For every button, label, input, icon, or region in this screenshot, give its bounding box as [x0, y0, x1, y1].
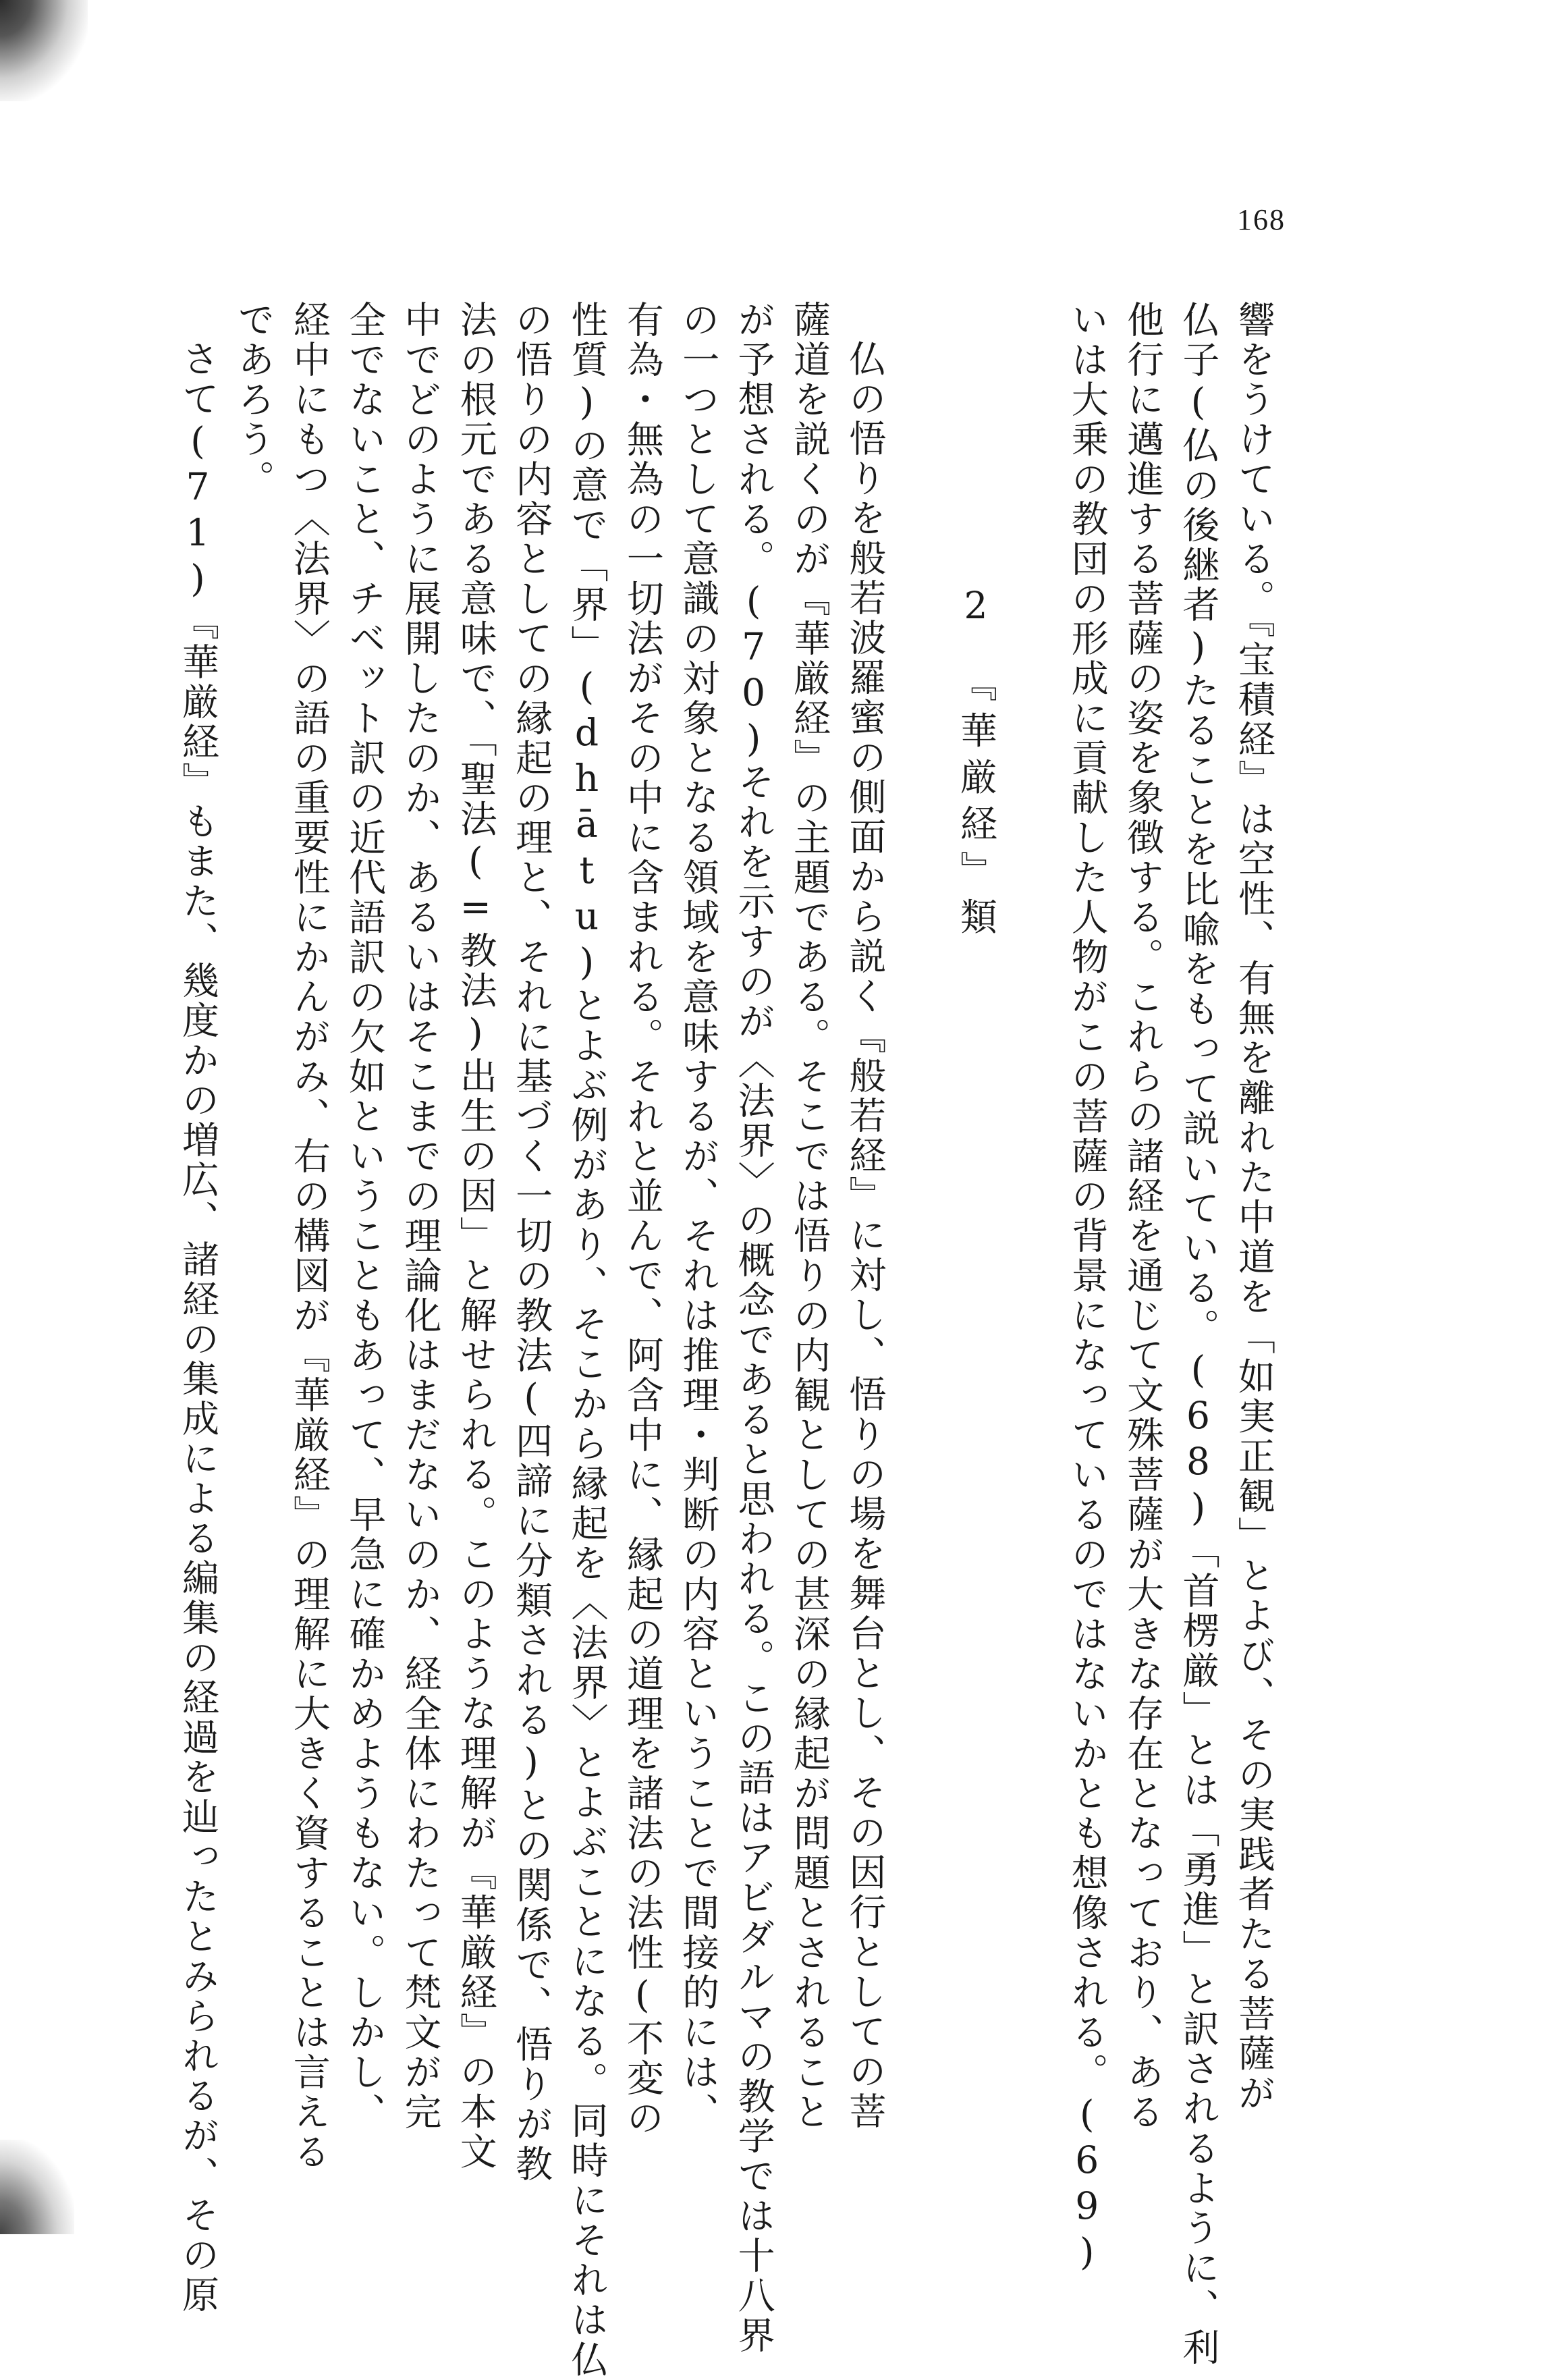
scan-shadow-top-left — [0, 0, 88, 101]
scan-shadow-bottom-left — [0, 2140, 74, 2234]
text-line: であろう。 — [231, 300, 275, 499]
text-line: 全でないこと、チベット訳の近代語訳の欠如ということもあって、早急に確かめようもない。しかし、 — [343, 300, 387, 2132]
text-line: 中でどのように展開したのか、あるいはそこまでの理論化はまだないのか、経全体にわたって梵文が完 — [398, 300, 442, 2132]
text-line: 響をうけている。『宝積経』は空性、有無を離れた中道を「如実正観」とよび、その実践者たる菩薩が — [1232, 300, 1275, 2114]
spacer — [1012, 300, 1049, 2082]
text-line: いは大乗の教団の形成に貢献した人物がこの菩薩の背景になっているのではないかとも想像される。(69) — [1065, 300, 1109, 2276]
page-number: 168 — [1237, 203, 1286, 236]
vertical-text-body — [176, 300, 1275, 2380]
text-line: 経中にもつ〈法界〉の語の重要性にかんがみ、右の構図が『華厳経』の理解に大きく資することは言える — [287, 300, 331, 2172]
text-line: 性質)の意で「界」(dhātu)とよぶ例があり、そこから縁起を〈法界〉とよぶことになる。同時にそれは仏 — [565, 300, 609, 2380]
text-line: の悟りの内容としての縁起の理と、それに基づく一切の教法(四諦に分類される)との関係で、悟りが教 — [510, 300, 553, 2184]
text-line: 薩道を説くのが『華厳経』の主題である。そこでは悟りの内観としての甚深の縁起が問題とされること — [787, 300, 831, 2132]
text-line: が予想される。(70)それを示すのが〈法界〉の概念であると思われる。この語はアビダルマの教学では十八界 — [732, 300, 775, 2356]
text-line: 仏子(仏の後継者)たることを比喩をもって説いている。(68)「首楞厳」とは「勇進」と訳されるように、利 — [1176, 300, 1220, 2368]
text-line: の一つとして意識の対象となる領域を意味するが、それは推理・判断の内容ということで間接的には、 — [676, 300, 720, 2132]
text-line: さて(71)『華厳経』もまた、幾度かの増広、諸経の集成による編集の経過を辿ったとみられるが、その原 — [176, 340, 219, 2315]
text-line: 他行に邁進する菩薩の姿を象徴する。これらの諸経を通じて文殊菩薩が大きな存在となっており、ある — [1121, 300, 1165, 2132]
text-line: 有為・無為の一切法がその中に含まれる。それと並んで、阿含中に、縁起の道理を諸法の法性(不変の — [620, 300, 664, 2138]
text-line: 法の根元である意味で、「聖法(=教法)出生の因」と解せられる。このような理解が『華厳経』の本文 — [453, 300, 497, 2172]
spacer — [902, 300, 939, 2082]
text-line: 仏の悟りを般若波羅蜜の側面から説く『般若経』に対し、悟りの場を舞台とし、その因行としての菩 — [843, 340, 887, 2132]
section-heading: 2 『華厳経』類 — [954, 584, 998, 944]
